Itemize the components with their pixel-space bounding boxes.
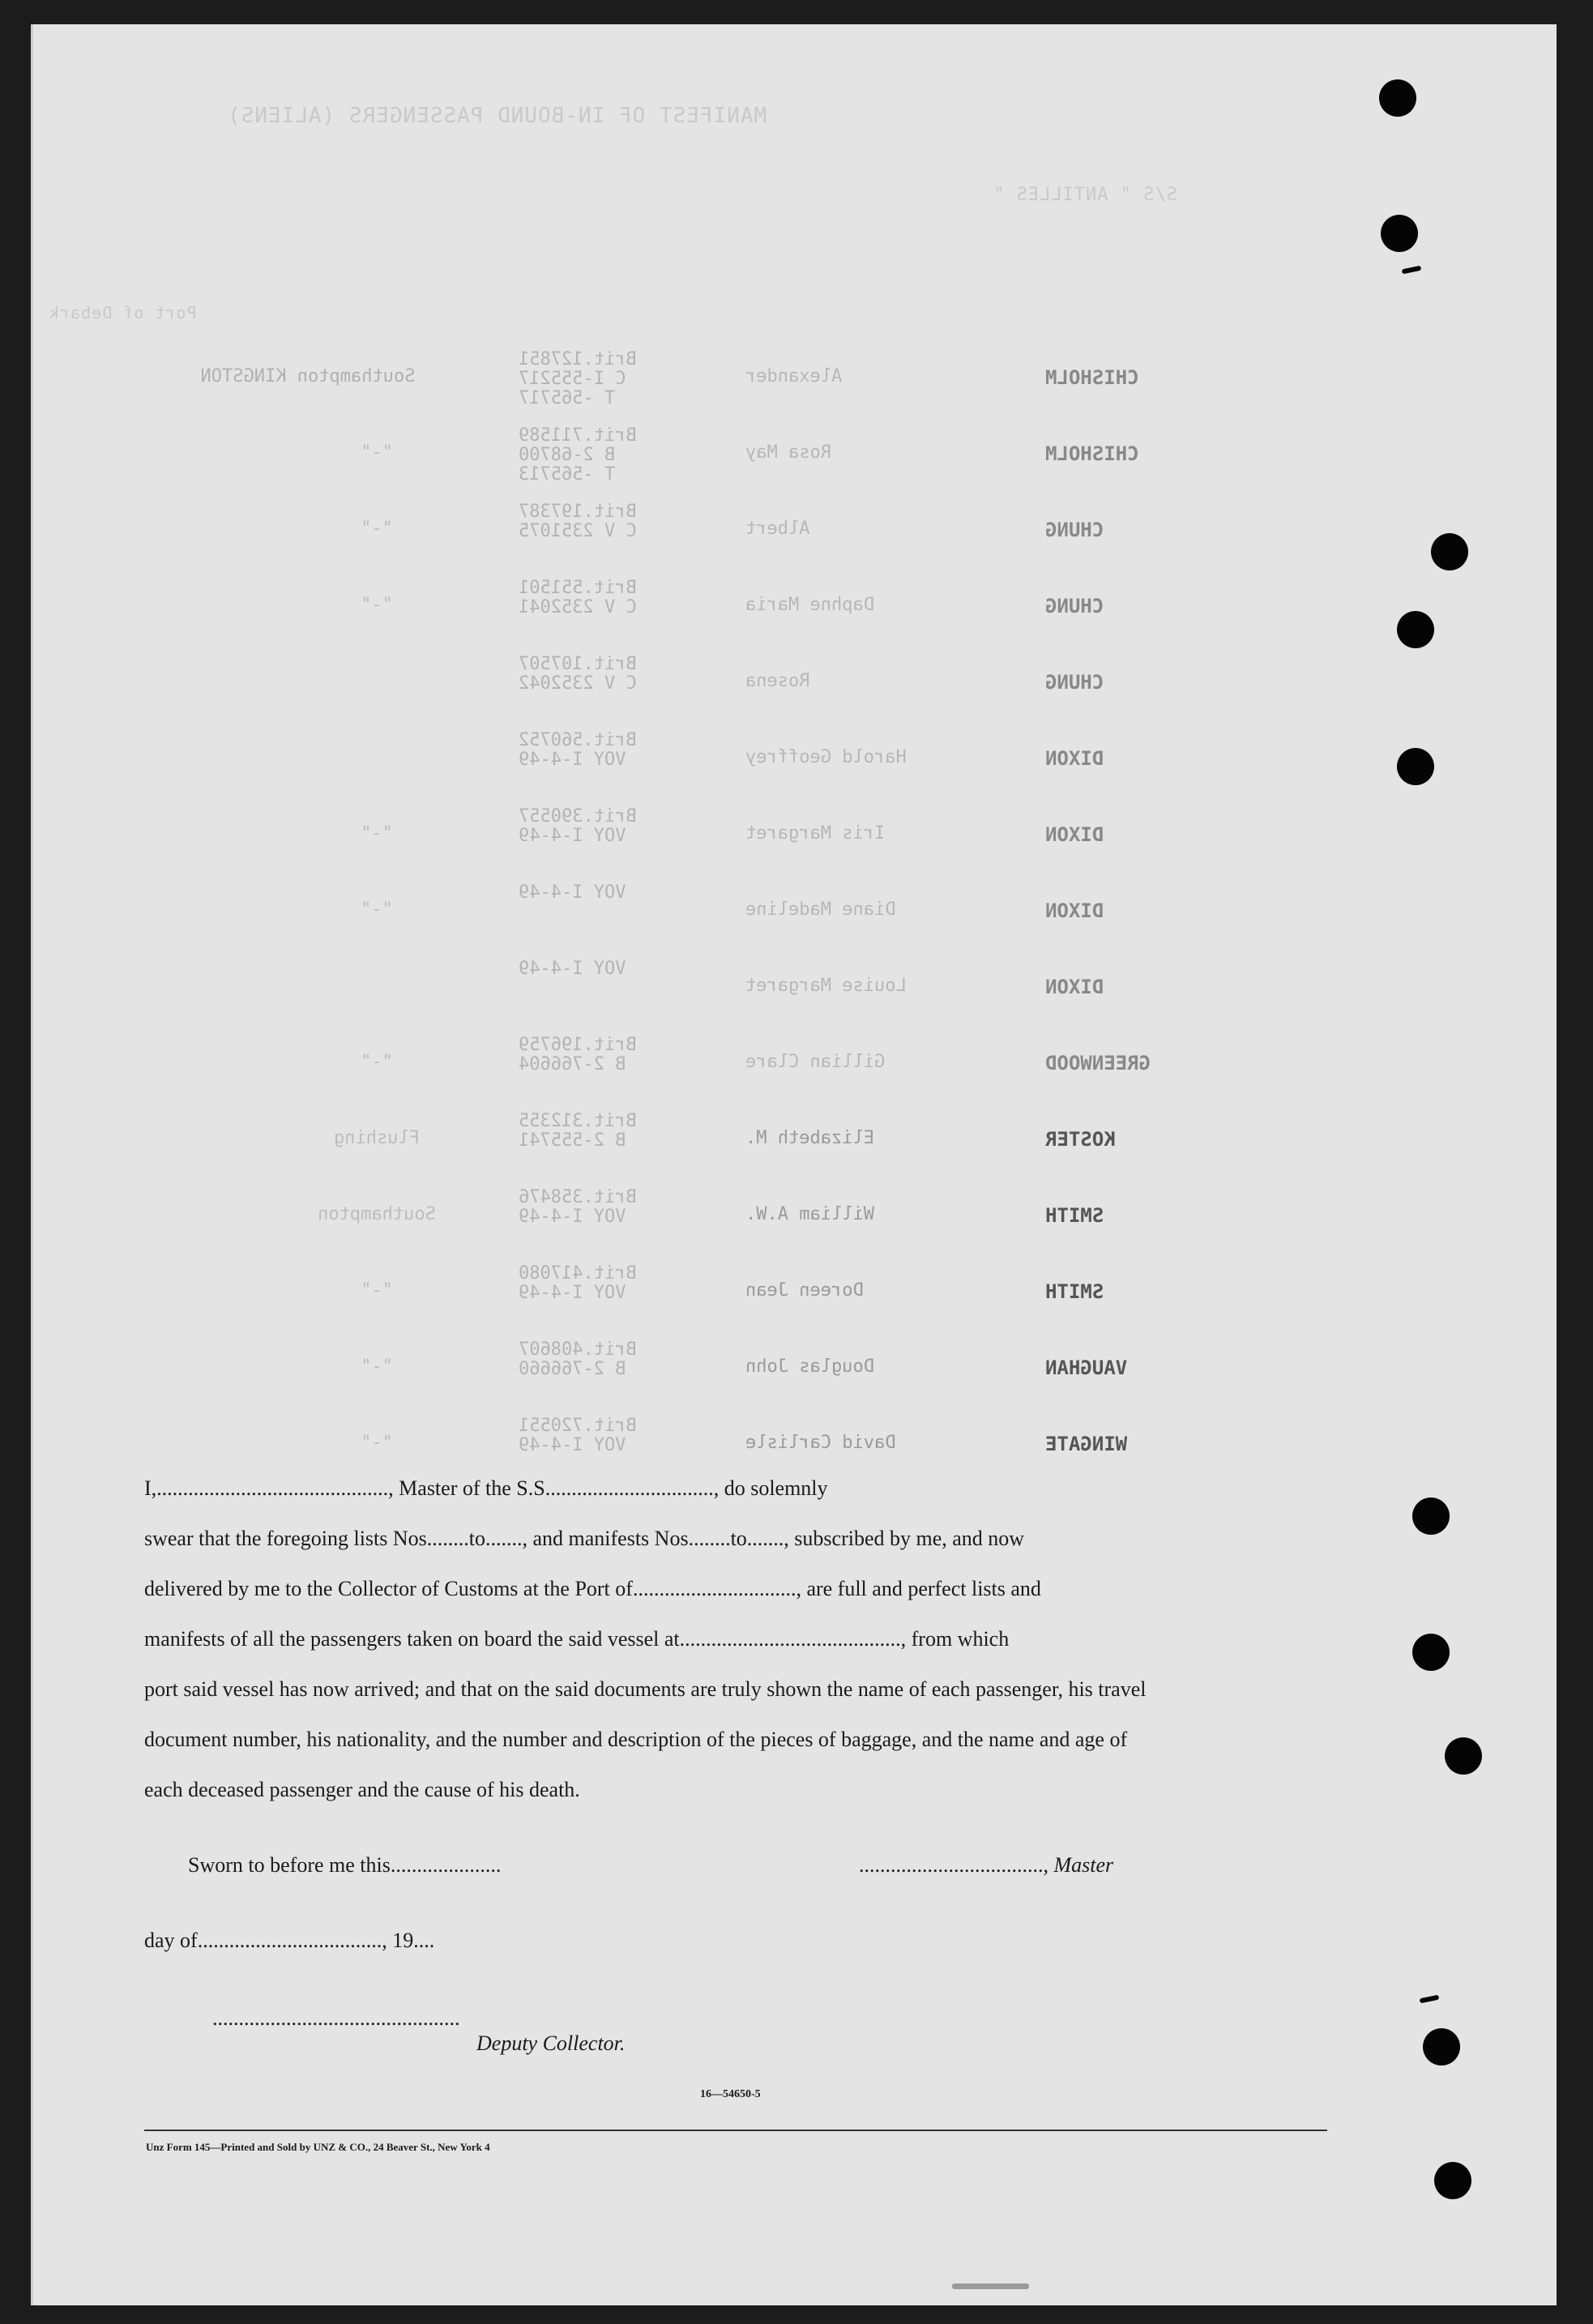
deputy-dots: ............................................... <box>212 2006 460 2030</box>
entry-surname: DIXON <box>1045 899 1104 922</box>
punch-hole <box>1397 611 1434 648</box>
entry-surname: CHISHOLM <box>1045 442 1139 465</box>
oath-line: document number, his nationality, and the number and description of the pieces of baggage, and the name and age of <box>144 1728 1128 1751</box>
entry-document-line: Brit.127851 <box>519 349 637 370</box>
oath-line: I,............................................, Master of the S.S................................, do solemnly <box>144 1476 828 1500</box>
entry-document-line: Brit.358476 <box>519 1187 637 1207</box>
oath-text <box>144 1463 1323 1815</box>
entry-given-name: Doreen Jean <box>745 1280 864 1301</box>
punch-hole <box>1381 215 1418 252</box>
deputy-collector-label: Deputy Collector. <box>476 2031 626 2055</box>
entry-surname: VAUGHAN <box>1045 1356 1128 1379</box>
sworn-line: Sworn to before me this..................... <box>188 1853 502 1877</box>
punch-hole <box>1431 533 1468 570</box>
entry-document-line: Brit.551501 <box>519 578 637 598</box>
entry-port: "-" <box>361 1052 393 1072</box>
entry-document-line: Brit.560752 <box>519 730 637 750</box>
entry-document-numbers <box>519 350 721 408</box>
entry-document-numbers <box>519 1340 721 1379</box>
entry-port: "-" <box>361 899 393 920</box>
entry-surname: GREENWOOD <box>1045 1052 1151 1074</box>
entry-document-numbers <box>519 731 721 770</box>
entry-given-name: Daphne Maria <box>745 595 874 615</box>
entry-given-name: Harold Geoffrey <box>745 747 907 767</box>
oath-line: each deceased passenger and the cause of his death. <box>144 1778 580 1801</box>
entry-given-name: David Carlisle <box>745 1433 896 1453</box>
punch-hole <box>1434 2162 1471 2199</box>
punch-hole <box>1412 1497 1450 1535</box>
master-dots: ..................................., <box>859 1853 1048 1877</box>
entry-surname: CHUNG <box>1045 671 1104 694</box>
oath-line: manifests of all the passengers taken on board the said vessel at.........................................., from which <box>144 1627 1010 1651</box>
entry-port: "-" <box>361 595 393 615</box>
entry-surname: KOSTER <box>1045 1128 1116 1151</box>
oath-line: swear that the foregoing lists Nos........to......., and manifests Nos........to......., subscribed by me, and now <box>144 1527 1025 1550</box>
entry-port: Flushing <box>334 1128 420 1148</box>
entry-surname: DIXON <box>1045 976 1104 998</box>
entry-surname: SMITH <box>1045 1280 1104 1303</box>
punch-hole <box>1379 79 1416 117</box>
entry-surname: DIXON <box>1045 823 1104 846</box>
entry-document-line: C I-555217 <box>519 369 626 389</box>
entry-surname: CHUNG <box>1045 519 1104 541</box>
entry-given-name: Gillian Clare <box>745 1052 886 1072</box>
entry-port: Southampton <box>318 1204 436 1224</box>
entry-document-line: T -565713 <box>519 464 616 485</box>
bleed-header-ship: S/S " ANTILLES " <box>993 185 1177 205</box>
day-line: day of..................................., 19.... <box>144 1929 435 1952</box>
entry-document-line: C V 2351075 <box>519 521 637 541</box>
entry-document-numbers <box>519 502 721 541</box>
oath-line: delivered by me to the Collector of Customs at the Port of..............................., are full and perfect lists and <box>144 1577 1041 1600</box>
entry-document-numbers <box>519 883 721 903</box>
entry-port: "-" <box>361 1433 393 1453</box>
master-label: Master <box>1053 1853 1114 1877</box>
entry-port: "-" <box>361 823 393 844</box>
entry-document-line: Brit.417080 <box>519 1263 637 1284</box>
punch-hole <box>1412 1634 1450 1671</box>
entry-document-line: C V 2352042 <box>519 673 637 694</box>
entry-document-line: VOY I-4-49 <box>519 1283 626 1303</box>
entry-document-line: C V 2352041 <box>519 597 637 617</box>
entry-document-numbers <box>519 959 721 979</box>
entry-given-name: Rosena <box>745 671 810 691</box>
entry-document-line: T -565717 <box>519 388 616 408</box>
footer-rule <box>144 2130 1327 2131</box>
entry-given-name: Diane Madeline <box>745 899 896 920</box>
entry-given-name: Rosa May <box>745 442 831 463</box>
entry-document-line: B 2-766604 <box>519 1054 626 1074</box>
entry-document-line: VOY I-4-49 <box>519 1435 626 1455</box>
entry-document-numbers <box>519 426 721 485</box>
entry-document-line: VOY I-4-49 <box>519 959 626 979</box>
entry-port: "-" <box>361 1280 393 1301</box>
entry-document-line: Brit.720551 <box>519 1416 637 1436</box>
punch-hole <box>1423 2028 1460 2066</box>
entry-surname: CHISHOLM <box>1045 366 1139 389</box>
entry-given-name: Iris Margaret <box>745 823 886 844</box>
entry-document-line: VOY I-4-49 <box>519 750 626 770</box>
entry-document-numbers <box>519 1112 721 1151</box>
entry-document-numbers <box>519 1188 721 1227</box>
entry-surname: SMITH <box>1045 1204 1104 1227</box>
entry-document-line: VOY I-4-49 <box>519 826 626 846</box>
entry-document-numbers <box>519 1264 721 1303</box>
entry-document-line: Brit.197387 <box>519 502 637 522</box>
entry-port: "-" <box>361 442 393 463</box>
entry-port: Southampton KINGSTON <box>200 366 416 387</box>
entry-document-line: Brit.312355 <box>519 1111 637 1131</box>
entry-document-line: Brit.196759 <box>519 1035 637 1055</box>
entry-given-name: William A.W. <box>745 1204 874 1224</box>
printer-imprint: Unz Form 145—Printed and Sold by UNZ & CO., 24 Beaver St., New York 4 <box>146 2141 490 2153</box>
bleed-header-title: MANIFEST OF IN-BOUND PASSENGERS (ALIENS) <box>227 104 767 128</box>
entry-port: "-" <box>361 519 393 539</box>
entry-document-line: VOY I-4-49 <box>519 882 626 903</box>
entry-document-numbers <box>519 655 721 694</box>
entry-document-line: Brit.408607 <box>519 1339 637 1360</box>
entry-document-line: Brit.711589 <box>519 425 637 446</box>
entry-given-name: Alexander <box>745 366 843 387</box>
master-signature-line <box>859 1853 1113 1878</box>
entry-document-line: B 2-555741 <box>519 1130 626 1151</box>
entry-document-line: B 2-766660 <box>519 1359 626 1379</box>
entry-document-numbers <box>519 1416 721 1455</box>
bleed-header-port: Port of Debark <box>49 303 197 323</box>
oath-line: port said vessel has now arrived; and that on the said documents are truly shown the name of each passenger, his travel <box>144 1677 1147 1701</box>
punch-hole <box>1445 1737 1482 1775</box>
entry-document-numbers <box>519 807 721 846</box>
entry-given-name: Elizabeth M. <box>745 1128 874 1148</box>
form-number: 16—54650-5 <box>700 2088 761 2100</box>
entry-port: "-" <box>361 1356 393 1377</box>
entry-given-name: Douglas John <box>745 1356 874 1377</box>
entry-document-line: VOY I-4-49 <box>519 1207 626 1227</box>
punch-hole <box>1397 748 1434 785</box>
edge-mark <box>952 2283 1029 2289</box>
entry-document-line: B 2-68700 <box>519 445 616 465</box>
entry-document-numbers <box>519 1036 721 1074</box>
entry-given-name: Louise Margaret <box>745 976 907 996</box>
entry-surname: WINGATE <box>1045 1433 1128 1455</box>
entry-surname: DIXON <box>1045 747 1104 770</box>
entry-document-line: Brit.390557 <box>519 806 637 827</box>
entry-document-line: Brit.107507 <box>519 654 637 674</box>
entry-document-numbers <box>519 579 721 617</box>
entry-surname: CHUNG <box>1045 595 1104 617</box>
entry-given-name: Albert <box>745 519 810 539</box>
